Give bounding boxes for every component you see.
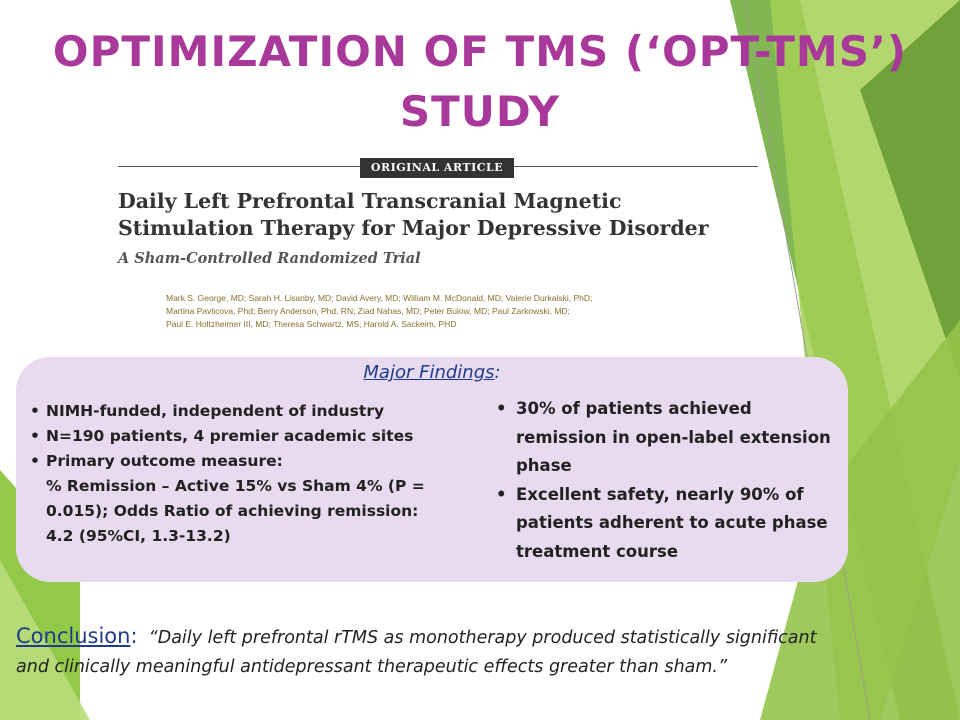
article-header-image: [118, 150, 758, 340]
conclusion-block: [16, 622, 846, 682]
findings-right-list: [494, 395, 834, 566]
findings-heading: [16, 362, 848, 383]
list-item: • N=190 patients, 4 premier academic sites: [26, 424, 496, 449]
list-item: • Excellent safety, nearly 90% of patients adherent to acute phase treatment course: [494, 481, 834, 567]
article-headline: [118, 188, 758, 242]
article-subtitle: A Sham-Controlled Randomized Trial: [118, 250, 421, 267]
outcome-detail-line: 4.2 (95%CI, 1.3-13.2): [46, 527, 231, 545]
findings-heading-text: Major Findings: [363, 362, 495, 383]
conclusion-colon: :: [130, 624, 138, 648]
author-list: [166, 292, 756, 331]
headline-line-1: Daily Left Prefrontal Transcranial Magnetic: [118, 189, 622, 213]
conclusion-label: Conclusion: [16, 624, 131, 648]
list-item: • Primary outcome measure:: [26, 449, 496, 474]
list-item: • NIMH-funded, independent of industry: [26, 399, 496, 424]
findings-left-list: [26, 399, 496, 549]
headline-line-2: Stimulation Therapy for Major Depressive Disorder: [118, 216, 709, 240]
author-line: Mark S. George, MD; Sarah H. Lisanby, MD; David Avery, MD; William M. McDonald, MD; Valerie Durkalski, PhD;: [166, 293, 593, 303]
findings-heading-colon: :: [494, 362, 501, 383]
original-article-badge: ORIGINAL ARTICLE: [360, 158, 514, 178]
conclusion-quote: “Daily left prefrontal rTMS as monotherapy produced statistically significant and clinically meaningful antidepressant therapeutic effects greater than sham.”: [16, 628, 817, 677]
outcome-detail-line: % Remission – Active 15% vs Sham 4% (P =: [46, 477, 425, 495]
outcome-detail-line: 0.015); Odds Ratio of achieving remission:: [46, 502, 419, 520]
author-line: Martina Pavlicova, Phd; Berry Anderson, Phd, RN; Ziad Nahas, MD; Peter Bulow, MD; Paul Zarkowski, MD;: [166, 306, 570, 316]
list-item: • 30% of patients achieved remission in open-label extension phase: [494, 395, 834, 481]
major-findings-panel: [16, 357, 848, 582]
slide-title-line-1: OPTIMIZATION OF TMS (‘OPT-TMS’): [52, 27, 908, 76]
slide-title-line-2: STUDY: [399, 87, 561, 136]
author-line: Paul E. Holtzheimer III, MD; Theresa Schwartz, MS; Harold A. Sackeim, PHD: [166, 319, 457, 329]
